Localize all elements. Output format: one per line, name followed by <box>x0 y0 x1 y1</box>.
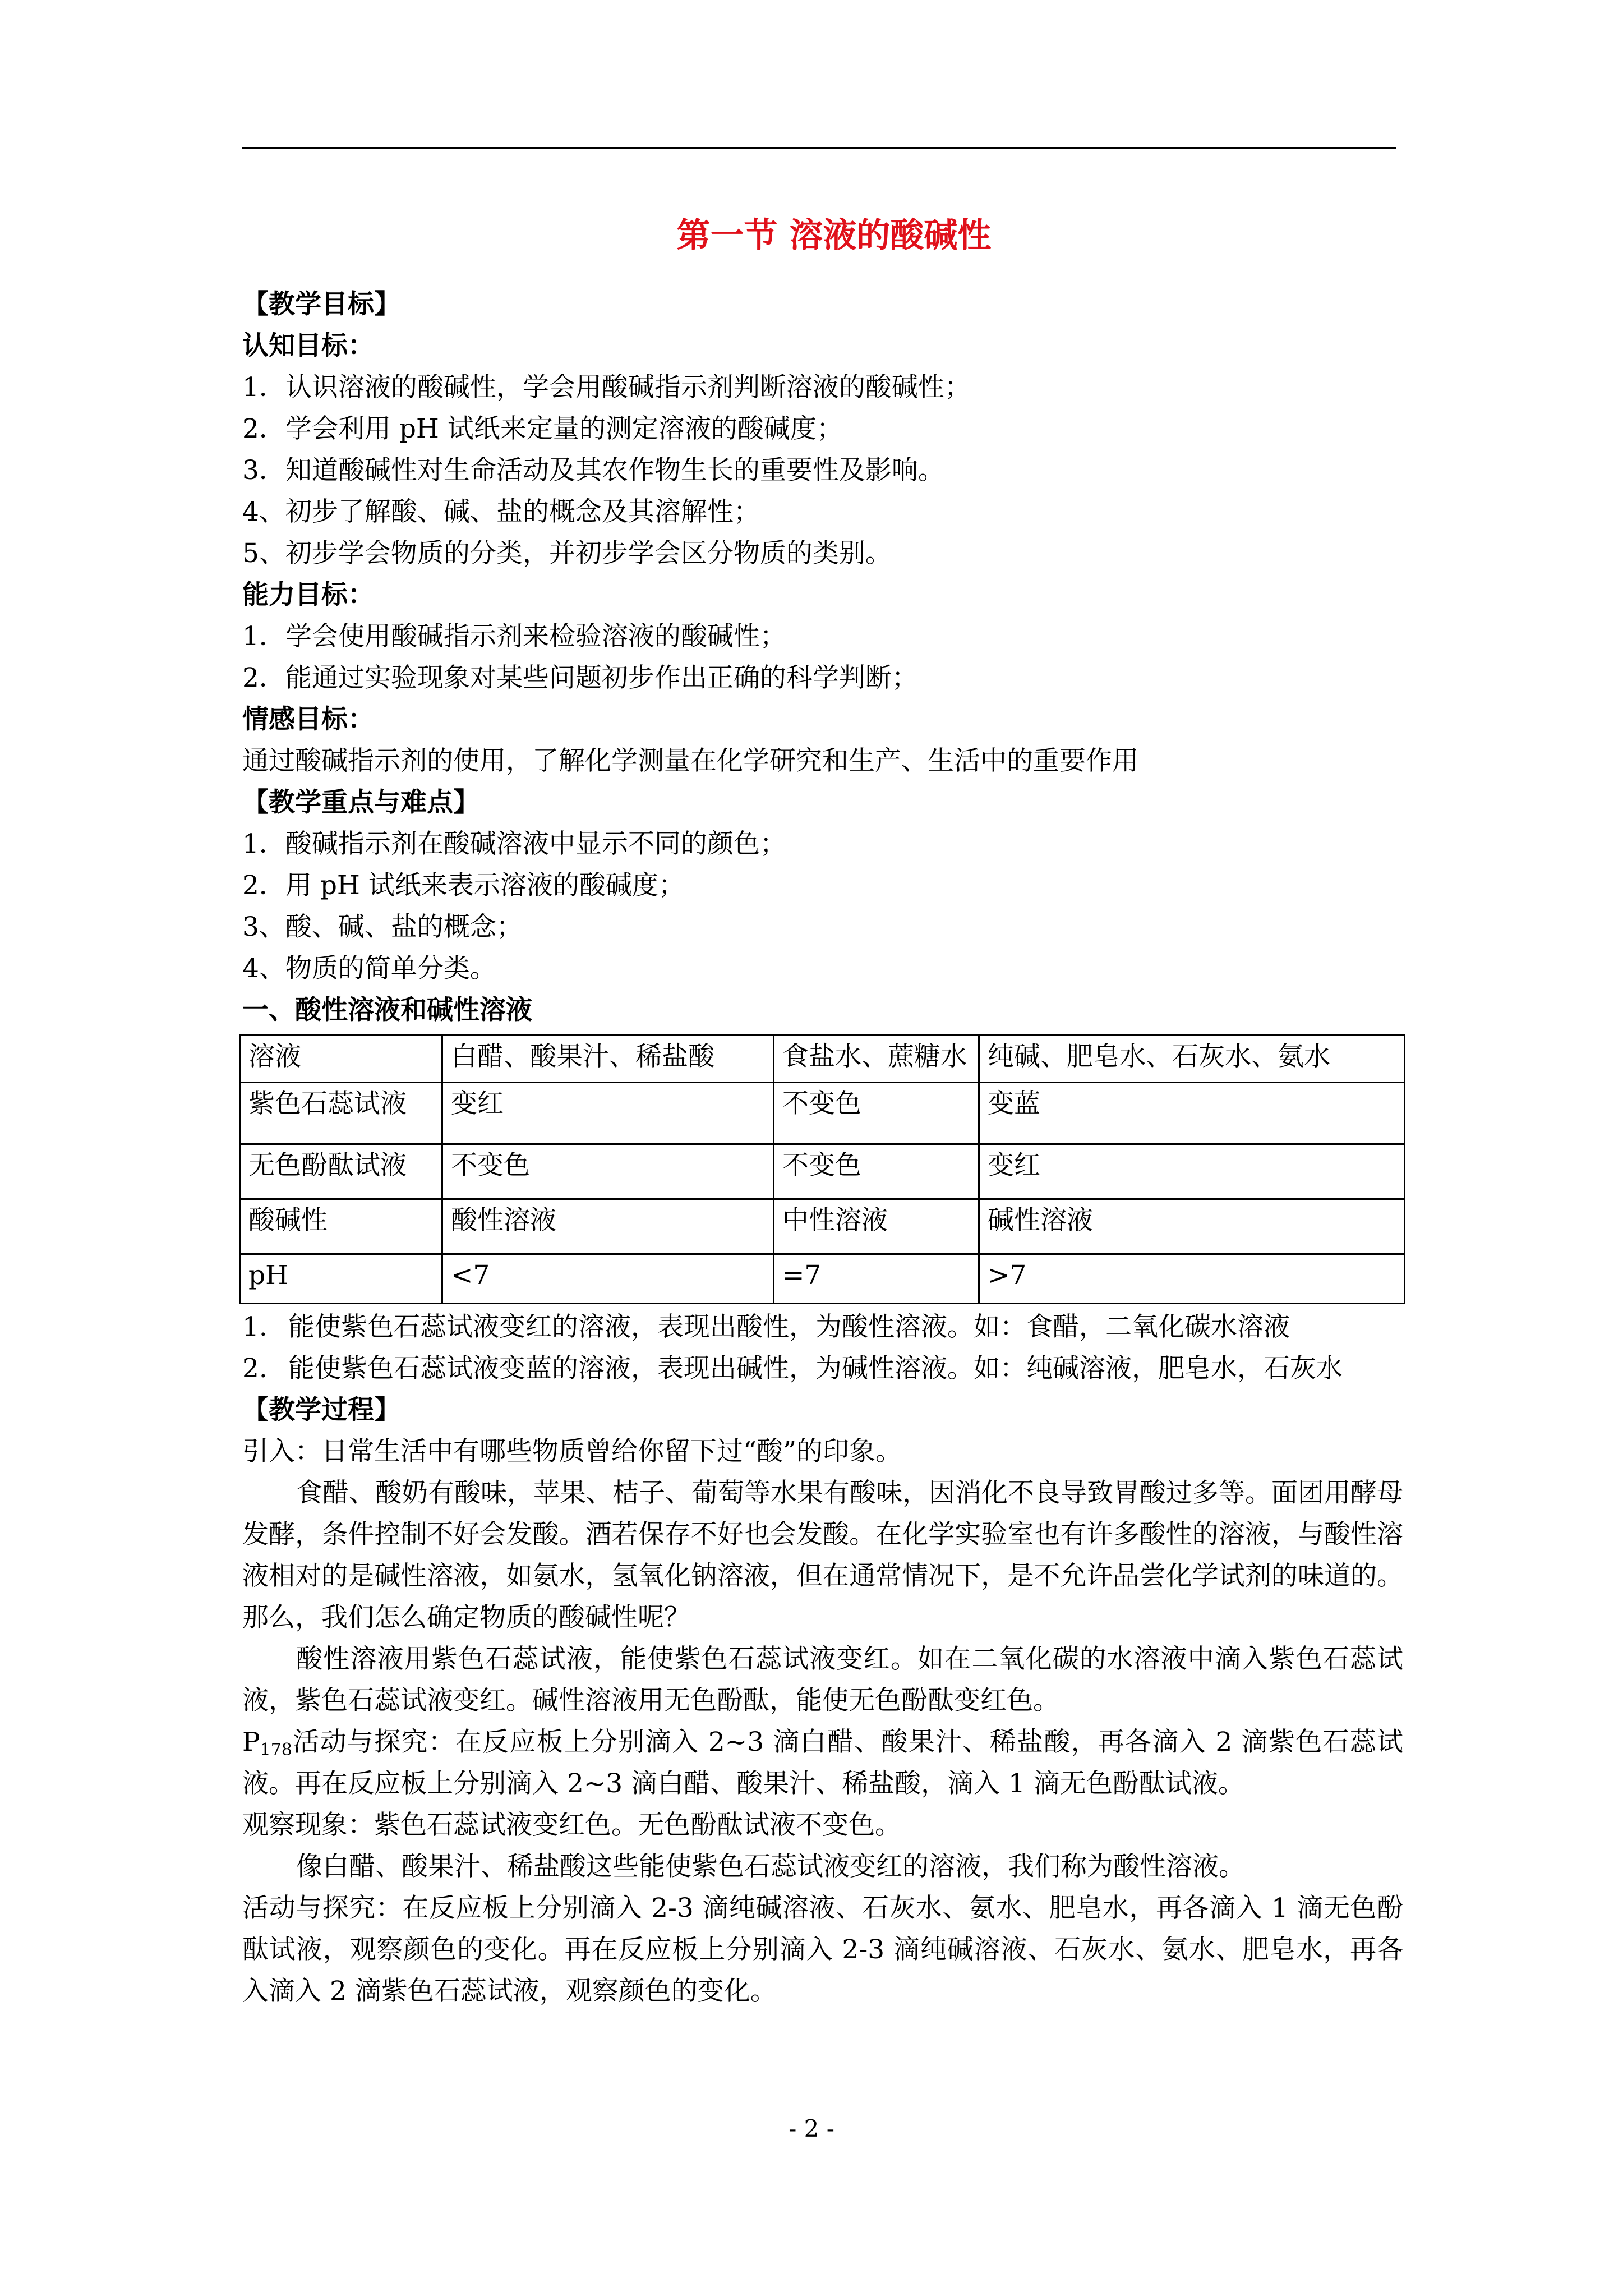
cognitive-item: 4、初步了解酸、碱、盐的概念及其溶解性； <box>242 496 760 527</box>
p178-activity-text: 活动与探究：在反应板上分别滴入 2~3 滴白醋、酸果汁、稀盐酸，再各滴入 2 滴紫色石蕊试液。再在反应板上分别滴入 2~3 滴白醋、酸果汁、稀盐酸，滴入 1 滴无色酚酞试液。 <box>242 1727 1403 1799</box>
note-number: 1. <box>242 1312 268 1342</box>
process-paragraph: 食醋、酸奶有酸味，苹果、桔子、葡萄等水果有酸味，因消化不良导致胃酸过多等。面团用酵母发酵，条件控制不好会发酸。酒若保存不好也会发酸。在化学实验室也有许多酸性的溶液，与酸性溶液相对的是碱性溶液，如氨水，氢氧化钠溶液，但在通常情况下，是不允许品尝化学试剂的味道的。那么，我们怎么确定物质的酸碱性呢？ <box>242 1478 1403 1633</box>
table-cell: 无色酚酞试液 <box>240 1144 442 1199</box>
table-row <box>240 1083 1405 1144</box>
table-cell: 酸碱性 <box>240 1199 442 1254</box>
keypoints-heading: 【教学重点与难点】 <box>242 787 479 818</box>
keypoint-item: 4、物质的简单分类。 <box>242 953 496 984</box>
table-cell: 溶液 <box>240 1036 442 1083</box>
p178-activity <box>242 1722 1403 1805</box>
ability-item: 2．能通过实验现象对某些问题初步作出正确的科学判断； <box>242 662 918 693</box>
table-cell: 中性溶液 <box>774 1199 979 1254</box>
page-ref-number: 178 <box>260 1740 292 1760</box>
header-rule <box>242 147 1396 149</box>
table-cell: 碱性溶液 <box>979 1199 1405 1254</box>
table-row <box>240 1036 1405 1083</box>
page-ref-letter: P <box>242 1727 260 1757</box>
note-item <box>242 1348 1403 1389</box>
note-text: 能使紫色石蕊试液变蓝的溶液，表现出碱性，为碱性溶液。如：纯碱溶液，肥皂水，石灰水 <box>288 1353 1343 1384</box>
table-cell: >7 <box>979 1254 1405 1304</box>
note-text: 能使紫色石蕊试液变红的溶液，表现出酸性，为酸性溶液。如：食醋，二氧化碳水溶液 <box>288 1312 1290 1342</box>
emotion-item: 通过酸碱指示剂的使用，了解化学测量在化学研究和生产、生活中的重要作用 <box>242 746 1138 776</box>
page-number: - 2 - <box>789 2115 834 2142</box>
table-cell: 变红 <box>442 1083 774 1144</box>
goals-heading: 【教学目标】 <box>242 289 400 320</box>
page-title: 第一节 溶液的酸碱性 <box>676 216 992 255</box>
ability-heading: 能力目标： <box>242 579 374 610</box>
emotion-heading: 情感目标： <box>242 704 374 735</box>
observation: 观察现象：紫色石蕊试液变红色。无色酚酞试液不变色。 <box>242 1810 901 1841</box>
table-row <box>240 1144 1405 1199</box>
table-cell: 紫色石蕊试液 <box>240 1083 442 1144</box>
cognitive-item: 1．认识溶液的酸碱性，学会用酸碱指示剂判断溶液的酸碱性； <box>242 372 971 403</box>
table-cell: =7 <box>774 1254 979 1304</box>
table-cell: 酸性溶液 <box>442 1199 774 1254</box>
keypoint-item: 2．用 pH 试纸来表示溶液的酸碱度； <box>242 870 685 901</box>
note-number: 2. <box>242 1353 268 1384</box>
table-cell: 食盐水、蔗糖水 <box>774 1036 979 1083</box>
cognitive-heading: 认知目标： <box>242 330 374 361</box>
acid-base-table <box>239 1034 1405 1304</box>
table-cell: 纯碱、肥皂水、石灰水、氨水 <box>979 1036 1405 1083</box>
process-heading: 【教学过程】 <box>242 1395 400 1425</box>
activity-paragraph: 活动与探究：在反应板上分别滴入 2-3 滴纯碱溶液、石灰水、氨水、肥皂水，再各滴入 1 滴无色酚酞试液，观察颜色的变化。再在反应板上分别滴入 2-3 滴纯碱溶液、石灰水、氨水、肥皂水，再各入滴入 2 滴紫色石蕊试液，观察颜色的变化。 <box>242 1893 1403 2007</box>
cognitive-item: 5、初步学会物质的分类，并初步学会区分物质的类别。 <box>242 538 892 569</box>
process-intro: 引入：日常生活中有哪些物质曾给你留下过“酸”的印象。 <box>242 1436 902 1467</box>
table-cell: 不变色 <box>442 1144 774 1199</box>
cognitive-item: 3．知道酸碱性对生命活动及其农作物生长的重要性及影响。 <box>242 455 944 486</box>
cognitive-item: 2．学会利用 pH 试纸来定量的测定溶液的酸碱度； <box>242 413 843 444</box>
process-paragraph: 酸性溶液用紫色石蕊试液，能使紫色石蕊试液变红。如在二氧化碳的水溶液中滴入紫色石蕊试液，紫色石蕊试液变红。碱性溶液用无色酚酞，能使无色酚酞变红色。 <box>242 1644 1403 1716</box>
ability-item: 1．学会使用酸碱指示剂来检验溶液的酸碱性； <box>242 621 786 652</box>
table-cell: 白醋、酸果汁、稀盐酸 <box>442 1036 774 1083</box>
document-body <box>242 208 1403 2012</box>
table-cell: 不变色 <box>774 1083 979 1144</box>
table-cell: pH <box>240 1254 442 1304</box>
note-item <box>242 1306 1403 1348</box>
table-row <box>240 1199 1405 1254</box>
table-cell: 变红 <box>979 1144 1405 1199</box>
table-cell: 变蓝 <box>979 1083 1405 1144</box>
table-row <box>240 1254 1405 1304</box>
table-cell: 不变色 <box>774 1144 979 1199</box>
process-paragraph: 像白醋、酸果汁、稀盐酸这些能使紫色石蕊试液变红的溶液，我们称为酸性溶液。 <box>296 1851 1245 1882</box>
section1-heading: 一、酸性溶液和碱性溶液 <box>242 995 532 1025</box>
keypoint-item: 1．酸碱指示剂在酸碱溶液中显示不同的颜色； <box>242 829 786 859</box>
table-cell: <7 <box>442 1254 774 1304</box>
keypoint-item: 3、酸、碱、盐的概念； <box>242 912 523 942</box>
